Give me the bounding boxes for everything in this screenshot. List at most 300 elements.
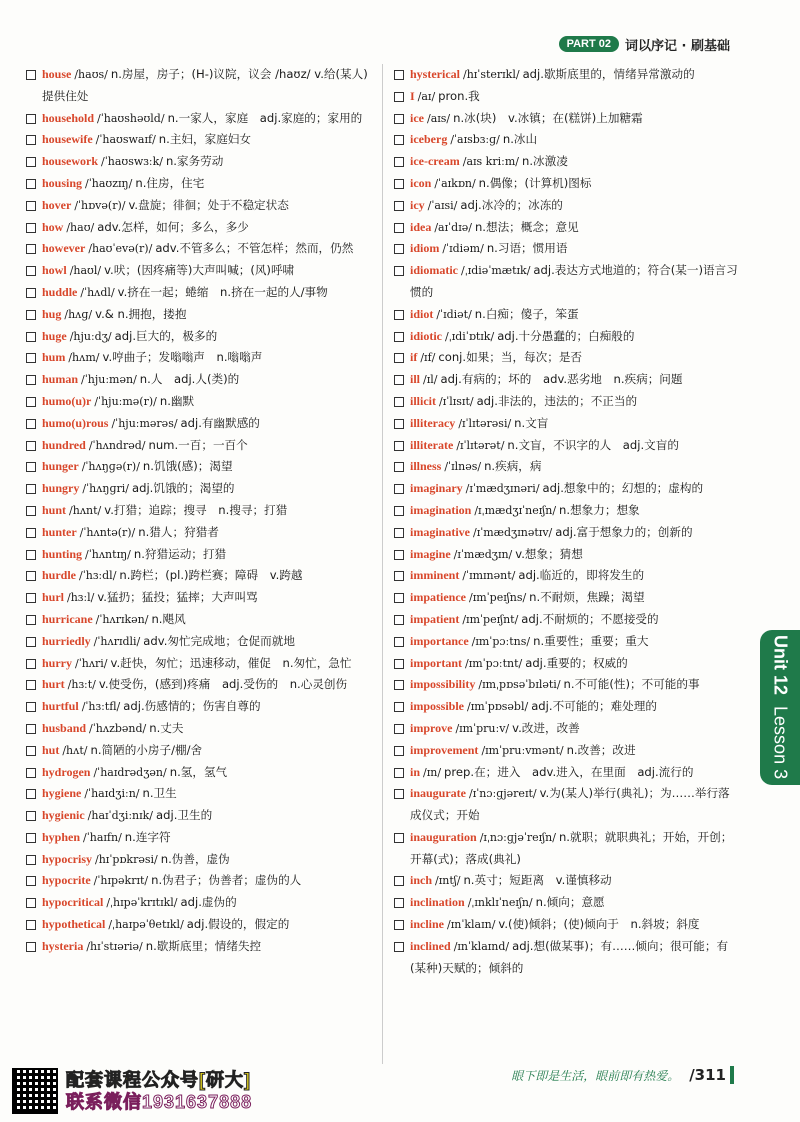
definition: adj.不可能的；难处理的	[531, 699, 657, 714]
headword: housework	[42, 154, 99, 169]
headword: household	[42, 110, 95, 125]
headword: hunting	[42, 546, 83, 561]
headword: hypothetical	[42, 917, 106, 932]
vocab-entry	[26, 282, 371, 304]
vocab-entry	[394, 892, 739, 914]
definition: adj.巨大的，极多的	[114, 328, 218, 343]
phonetic: /ɪmˈpeɪʃns/	[469, 591, 527, 605]
checkbox-icon[interactable]	[394, 484, 404, 494]
checkbox-icon[interactable]	[394, 332, 404, 342]
phonetic: /ɪntʃ/	[435, 874, 461, 888]
checkbox-icon[interactable]	[26, 201, 36, 211]
checkbox-icon[interactable]	[26, 441, 36, 451]
phonetic: /ˈhʌrɪkən/	[95, 612, 149, 626]
vocab-entry	[394, 86, 739, 108]
definition: n.文盲	[514, 415, 549, 430]
checkbox-icon[interactable]	[394, 876, 404, 886]
vocab-entry	[394, 740, 739, 762]
checkbox-icon[interactable]	[26, 789, 36, 799]
phonetic: /ˈhaʊzɪŋ/	[85, 176, 133, 190]
definition: n.不可能(性)；不可能的事	[563, 677, 700, 692]
definition: v.为(某人)举行(典礼)；为……举行落成仪式；开始	[410, 786, 730, 823]
checkbox-icon[interactable]	[26, 528, 36, 538]
checkbox-icon[interactable]	[26, 746, 36, 756]
phonetic: /ˈhʌrɪdli/	[93, 634, 141, 648]
phonetic: /ɪˌnɔːɡjəˈreɪʃn/	[479, 830, 556, 844]
checkbox-icon[interactable]	[26, 266, 36, 276]
page-number: /311	[689, 1066, 726, 1084]
headword: humo(u)rous	[42, 415, 109, 430]
checkbox-icon[interactable]	[26, 615, 36, 625]
phonetic: /ɪˈmædʒɪnətɪv/	[473, 525, 553, 539]
phonetic: /ˈhjuːmən/	[81, 373, 137, 387]
definition: adj.有病的；坏的 adv.恶劣地 n.疾病；问题	[440, 372, 683, 387]
headword: impatience	[410, 590, 466, 605]
checkbox-icon[interactable]	[394, 397, 404, 407]
headword: hut	[42, 742, 60, 757]
headword: ice-cream	[410, 154, 460, 169]
definition: n.习语；惯用语	[486, 241, 568, 256]
phonetic: /ɪmˈpɔːtns/	[471, 634, 531, 648]
checkbox-icon[interactable]	[26, 157, 36, 167]
vocab-entry	[394, 674, 739, 696]
headword: hygienic	[42, 808, 85, 823]
vocab-entry	[394, 456, 739, 478]
checkbox-icon[interactable]	[26, 353, 36, 363]
headword: improvement	[410, 742, 479, 757]
vocab-entry	[26, 478, 371, 500]
vocab-entry	[26, 870, 371, 892]
vocab-entry	[26, 260, 371, 282]
vocab-entry	[394, 544, 739, 566]
checkbox-icon[interactable]	[394, 157, 404, 167]
headword: imagination	[410, 502, 472, 517]
checkbox-icon[interactable]	[26, 637, 36, 647]
vocab-entry	[26, 500, 371, 522]
vocab-entry	[26, 64, 371, 108]
vocab-entry	[26, 413, 371, 435]
checkbox-icon[interactable]	[26, 484, 36, 494]
phonetic: /haʊl/	[69, 264, 102, 278]
vocab-entry	[26, 522, 371, 544]
checkbox-icon[interactable]	[394, 223, 404, 233]
vocab-entry	[394, 413, 739, 435]
headword: hundred	[42, 437, 86, 452]
vocab-entry	[394, 609, 739, 631]
checkbox-icon[interactable]	[26, 223, 36, 233]
vocab-entry	[26, 696, 371, 718]
checkbox-icon[interactable]	[394, 920, 404, 930]
phonetic: /ˈhʌntɪŋ/	[85, 547, 131, 561]
headword: how	[42, 219, 64, 234]
phonetic: /ɪn/	[423, 765, 442, 779]
definition: adj.冰冷的；冰冻的	[460, 197, 563, 212]
phonetic: /haʊˈevə(r)/	[88, 242, 153, 256]
definition: adj.饥饿的；渴望的	[132, 481, 235, 496]
checkbox-icon[interactable]	[26, 593, 36, 603]
headword: ill	[410, 372, 421, 387]
vocab-entry	[26, 609, 371, 631]
definition: pron.我	[438, 88, 480, 103]
vocab-entry	[26, 108, 371, 130]
promo-banner	[12, 1068, 252, 1114]
phonetic: /ɪmˈpruːvmənt/	[481, 743, 564, 757]
headword: idiot	[410, 306, 434, 321]
definition: n.丈夫	[149, 720, 184, 735]
checkbox-icon[interactable]	[26, 506, 36, 516]
headword: illiterate	[410, 437, 454, 452]
promo-line-1: 配套课程公众号[研大]	[66, 1070, 251, 1090]
headword: in	[410, 764, 421, 779]
checkbox-icon[interactable]	[394, 375, 404, 385]
definition: n.重要性；重要；重大	[533, 633, 649, 648]
vocab-entry	[26, 805, 371, 827]
definition: n.狩猎运动；打猎	[133, 546, 227, 561]
checkbox-icon[interactable]	[26, 833, 36, 843]
checkbox-icon[interactable]	[26, 876, 36, 886]
phonetic: /ˈhaɪfn/	[83, 830, 122, 844]
vocab-entry	[26, 195, 371, 217]
checkbox-icon[interactable]	[26, 179, 36, 189]
definition: v.(使)倾斜；(使)倾向于 n.斜坡；斜度	[498, 917, 700, 932]
page-header	[559, 34, 730, 54]
headword: housing	[42, 175, 83, 190]
phonetic: /haɪˈdʒiːnɪk/	[87, 809, 154, 823]
checkbox-icon[interactable]	[26, 811, 36, 821]
headword: important	[410, 655, 462, 670]
definition: n.飓风	[151, 611, 186, 626]
definition: adj.假设的，假定的	[186, 917, 290, 932]
vocab-entry	[26, 587, 371, 609]
definition: adj.表达方式地道的；符合(某一)语言习惯的	[410, 263, 738, 299]
vocab-entry	[394, 500, 739, 522]
checkbox-icon[interactable]	[394, 724, 404, 734]
phonetic: /ˈhaʊswɜːk/	[101, 155, 163, 169]
checkbox-icon[interactable]	[394, 506, 404, 516]
checkbox-icon[interactable]	[394, 550, 404, 560]
definition: v.想象；猜想	[515, 546, 583, 561]
vocab-entry	[26, 369, 371, 391]
phonetic: /ˈaɪsbɜːɡ/	[450, 133, 500, 147]
headword: imminent	[410, 568, 460, 583]
definition: n.英寸；短距离 v.谨慎移动	[463, 873, 612, 888]
headword: inaugurate	[410, 786, 467, 801]
headword: illiteracy	[410, 415, 456, 430]
headword: impatient	[410, 611, 460, 626]
checkbox-icon[interactable]	[394, 419, 404, 429]
headword: inclined	[410, 938, 451, 953]
definition: n.不耐烦，焦躁；渴望	[529, 590, 645, 605]
checkbox-icon[interactable]	[26, 70, 36, 80]
phonetic: /ˈhjuːmə(r)/	[94, 394, 157, 408]
vocab-entry	[26, 326, 371, 348]
definition: n.冰激凌	[521, 154, 568, 169]
definition: n.想象力；想象	[559, 502, 640, 517]
checkbox-icon[interactable]	[26, 855, 36, 865]
vocab-entry	[26, 391, 371, 413]
definition: v.吠；(因疼痛等)大声叫喊；(风)呼啸	[104, 263, 295, 278]
checkbox-icon[interactable]	[26, 135, 36, 145]
definition: n.冰山	[502, 132, 538, 147]
headword: hypocrite	[42, 873, 91, 888]
checkbox-icon[interactable]	[26, 659, 36, 669]
checkbox-icon[interactable]	[26, 680, 36, 690]
vocab-entry	[394, 478, 739, 500]
vocab-entry	[26, 762, 371, 784]
vocab-entry	[394, 653, 739, 675]
definition: v.哼曲子；发嗡嗡声 n.嗡嗡声	[102, 350, 263, 365]
definition: n.一家人，家庭 adj.家庭的；家用的	[167, 110, 363, 125]
headword: illness	[410, 459, 442, 474]
headword: hypocrisy	[42, 851, 93, 866]
vocab-entry	[394, 260, 739, 304]
definition: v.改进，改善	[512, 720, 580, 735]
headword: hygiene	[42, 786, 82, 801]
checkbox-icon[interactable]	[394, 441, 404, 451]
definition: n.家务劳动	[165, 154, 224, 169]
vocab-entry	[26, 435, 371, 457]
headword: hurricane	[42, 611, 93, 626]
vocab-entry	[394, 369, 739, 391]
vocab-entry	[394, 64, 739, 86]
definition: v.挤在一起；蜷缩 n.挤在一起的人/事物	[117, 284, 328, 299]
phonetic: /hɜːl/	[67, 591, 95, 605]
vocab-entry	[394, 587, 739, 609]
checkbox-icon[interactable]	[394, 135, 404, 145]
vocab-entry	[26, 238, 371, 260]
vocab-entry	[394, 173, 739, 195]
phonetic: /hɪˈstɪəriə/	[86, 939, 143, 953]
checkbox-icon[interactable]	[394, 702, 404, 712]
checkbox-icon[interactable]	[394, 201, 404, 211]
lesson-label: Lesson 3	[770, 706, 791, 780]
phonetic: /ˌɪdiˈɒtɪk/	[445, 329, 495, 343]
checkbox-icon[interactable]	[26, 898, 36, 908]
headword: hyphen	[42, 829, 81, 844]
definition: n.跨栏；(pl.)跨栏赛；障碍 v.跨越	[119, 568, 303, 583]
vocab-entry	[26, 936, 371, 958]
definition: n.倾向；意愿	[535, 895, 605, 910]
checkbox-icon[interactable]	[394, 898, 404, 908]
checkbox-icon[interactable]	[26, 920, 36, 930]
part-badge: PART 02	[559, 36, 619, 52]
vocab-entry	[26, 129, 371, 151]
checkbox-icon[interactable]	[394, 244, 404, 254]
headword: inclination	[410, 895, 465, 910]
headword: hypocritical	[42, 895, 104, 910]
checkbox-icon[interactable]	[394, 680, 404, 690]
phonetic: /ɪf/	[420, 351, 436, 365]
checkbox-icon[interactable]	[26, 332, 36, 342]
vocab-entry	[394, 936, 739, 980]
headword: idiom	[410, 241, 440, 256]
phonetic: /ˈhjuːmərəs/	[111, 416, 178, 430]
headword: human	[42, 372, 79, 387]
definition: n.白痴；傻子，笨蛋	[474, 306, 579, 321]
checkbox-icon[interactable]	[26, 768, 36, 778]
definition: adj.虚伪的	[180, 895, 237, 910]
checkbox-icon[interactable]	[394, 310, 404, 320]
headword: iceberg	[410, 132, 448, 147]
checkbox-icon[interactable]	[26, 375, 36, 385]
unit-label: Unit 12	[770, 635, 791, 696]
checkbox-icon[interactable]	[394, 70, 404, 80]
definition: adj.伤感情的；伤害自尊的	[123, 699, 261, 714]
definition: prep.在；进入 adv.进入，在里面 adj.流行的	[444, 764, 694, 779]
headword: idiomatic	[410, 263, 458, 278]
checkbox-icon[interactable]	[26, 702, 36, 712]
phonetic: /ˈhɒvə(r)/	[74, 198, 126, 212]
left-column	[26, 64, 371, 958]
definition: n.连字符	[124, 829, 171, 844]
vocab-entry	[394, 347, 739, 369]
checkbox-icon[interactable]	[394, 571, 404, 581]
phonetic: /ˈhaɪdrədʒən/	[93, 765, 167, 779]
headword: inauguration	[410, 829, 477, 844]
headword: improve	[410, 720, 453, 735]
definition: n.就职；就职典礼；开始，开创；开幕(式)；落成(典礼)	[410, 829, 733, 866]
checkbox-icon[interactable]	[26, 571, 36, 581]
phonetic: /ɪmˈpɒsəbl/	[467, 700, 529, 714]
checkbox-icon[interactable]	[394, 593, 404, 603]
phonetic: /aɪ/	[417, 89, 436, 103]
checkbox-icon[interactable]	[26, 310, 36, 320]
vocab-entry	[394, 217, 739, 239]
checkbox-icon[interactable]	[394, 637, 404, 647]
headword: impossible	[410, 699, 465, 714]
phonetic: /ɪˈmædʒɪnəri/	[465, 482, 540, 496]
headword: imagine	[410, 546, 451, 561]
vocab-entry	[26, 718, 371, 740]
vocab-entry	[26, 674, 371, 696]
definition: v.打猎；追踪；搜寻 n.搜寻；打猎	[104, 502, 288, 517]
phonetic: /ˈhaʊshəʊld/	[97, 111, 165, 125]
vocab-entry	[26, 544, 371, 566]
headword: hunger	[42, 459, 79, 474]
headword: husband	[42, 720, 87, 735]
checkbox-icon[interactable]	[394, 789, 404, 799]
definition: adv.怎样，如何；多么，多少	[97, 219, 249, 234]
checkbox-icon[interactable]	[394, 833, 404, 843]
definition: adj.十分愚蠢的；白痴般的	[497, 328, 635, 343]
vocab-entry	[26, 827, 371, 849]
phonetic: /ˈɪdiəm/	[442, 242, 484, 256]
vocab-entry	[394, 129, 739, 151]
headword: hover	[42, 197, 72, 212]
definition: n.氢，氢气	[169, 764, 228, 779]
phonetic: /ɪmˈpeɪʃnt/	[462, 612, 519, 626]
headword: icy	[410, 197, 425, 212]
definition: adj.想(做某事)；有……倾向；很可能；有(某种)天赋的；倾斜的	[410, 938, 729, 975]
checkbox-icon[interactable]	[394, 92, 404, 102]
phonetic: /ɪˈlɪtərəsi/	[458, 416, 512, 430]
definition: n.伪善，虚伪	[160, 851, 230, 866]
phonetic: /ˈɪmɪnənt/	[462, 569, 516, 583]
definition: n.歇斯底里；情绪失控	[145, 938, 262, 953]
headword: house	[42, 67, 72, 81]
headword: hysterical	[410, 67, 460, 81]
phonetic: /aɪs/	[427, 111, 451, 125]
checkbox-icon[interactable]	[394, 353, 404, 363]
checkbox-icon[interactable]	[394, 266, 404, 276]
checkbox-icon[interactable]	[26, 724, 36, 734]
phonetic: /aɪˈdɪə/	[434, 220, 472, 234]
definition: n.疾病，病	[484, 459, 542, 474]
phonetic: /ɪnˈklaɪnd/	[453, 939, 510, 953]
checkbox-icon[interactable]	[26, 462, 36, 472]
headword: hug	[42, 306, 62, 321]
phonetic: /ˈhʌndrəd/	[88, 438, 146, 452]
vocab-entry	[394, 326, 739, 348]
vocab-entry	[394, 238, 739, 260]
checkbox-icon[interactable]	[394, 768, 404, 778]
vocab-entry	[394, 718, 739, 740]
headword: huddle	[42, 284, 78, 299]
definition: n.改善；改进	[566, 742, 636, 757]
checkbox-icon[interactable]	[26, 550, 36, 560]
phonetic: /ˈhɪpəkrɪt/	[93, 874, 149, 888]
checkbox-icon[interactable]	[26, 114, 36, 124]
promo-line-2: 联系微信1931637888	[66, 1092, 253, 1112]
headword: hurl	[42, 590, 65, 605]
checkbox-icon[interactable]	[394, 114, 404, 124]
phonetic: /ˈaɪsi/	[427, 198, 458, 212]
phonetic: /ɪl/	[423, 373, 438, 387]
checkbox-icon[interactable]	[394, 615, 404, 625]
definition: adj.想象中的；幻想的；虚构的	[542, 481, 704, 496]
vocab-entry	[394, 522, 739, 544]
definition: n.住房，住宅	[135, 175, 205, 190]
checkbox-icon[interactable]	[394, 659, 404, 669]
checkbox-icon[interactable]	[26, 244, 36, 254]
vocab-entry	[394, 391, 739, 413]
checkbox-icon[interactable]	[26, 942, 36, 952]
phonetic: /hɪˈsterɪkl/	[463, 68, 520, 81]
definition: adj.有幽默感的	[180, 415, 260, 430]
checkbox-icon[interactable]	[26, 419, 36, 429]
checkbox-icon[interactable]	[394, 942, 404, 952]
phonetic: /hʌnt/	[69, 503, 102, 517]
definition: n.伪君子；伪善者；虚伪的人	[151, 873, 302, 888]
definition: adj.歇斯底里的，情绪异常激动的	[522, 67, 695, 81]
definition: adv.匆忙完成地；仓促而就地	[143, 633, 295, 648]
definition: n.简陋的小房子/棚/舍	[90, 742, 203, 757]
checkbox-icon[interactable]	[26, 397, 36, 407]
phonetic: /ˈaɪkɒn/	[434, 176, 476, 190]
headword: housewife	[42, 132, 93, 147]
checkbox-icon[interactable]	[394, 179, 404, 189]
vocab-entry	[26, 653, 371, 675]
page-number-bar	[730, 1066, 734, 1084]
definition: adj.不耐烦的；不愿接受的	[521, 611, 659, 626]
headword: hurriedly	[42, 633, 91, 648]
footer-slogan: 眼下即是生活，眼前即有热爱。	[511, 1068, 680, 1083]
headword: illicit	[410, 393, 436, 408]
vocab-entry	[394, 914, 739, 936]
phonetic: /aɪs kriːm/	[462, 155, 519, 169]
checkbox-icon[interactable]	[394, 746, 404, 756]
checkbox-icon[interactable]	[394, 528, 404, 538]
headword: I	[410, 88, 415, 103]
phonetic: /haʊs/	[74, 68, 108, 81]
definition: adj.重要的；权威的	[525, 655, 628, 670]
headword: imaginative	[410, 524, 470, 539]
checkbox-icon[interactable]	[26, 288, 36, 298]
checkbox-icon[interactable]	[394, 462, 404, 472]
vocab-entry	[26, 892, 371, 914]
definition: num.一百；一百个	[148, 437, 248, 452]
phonetic: /ˌhɪpəˈkrɪtɪkl/	[106, 896, 178, 910]
